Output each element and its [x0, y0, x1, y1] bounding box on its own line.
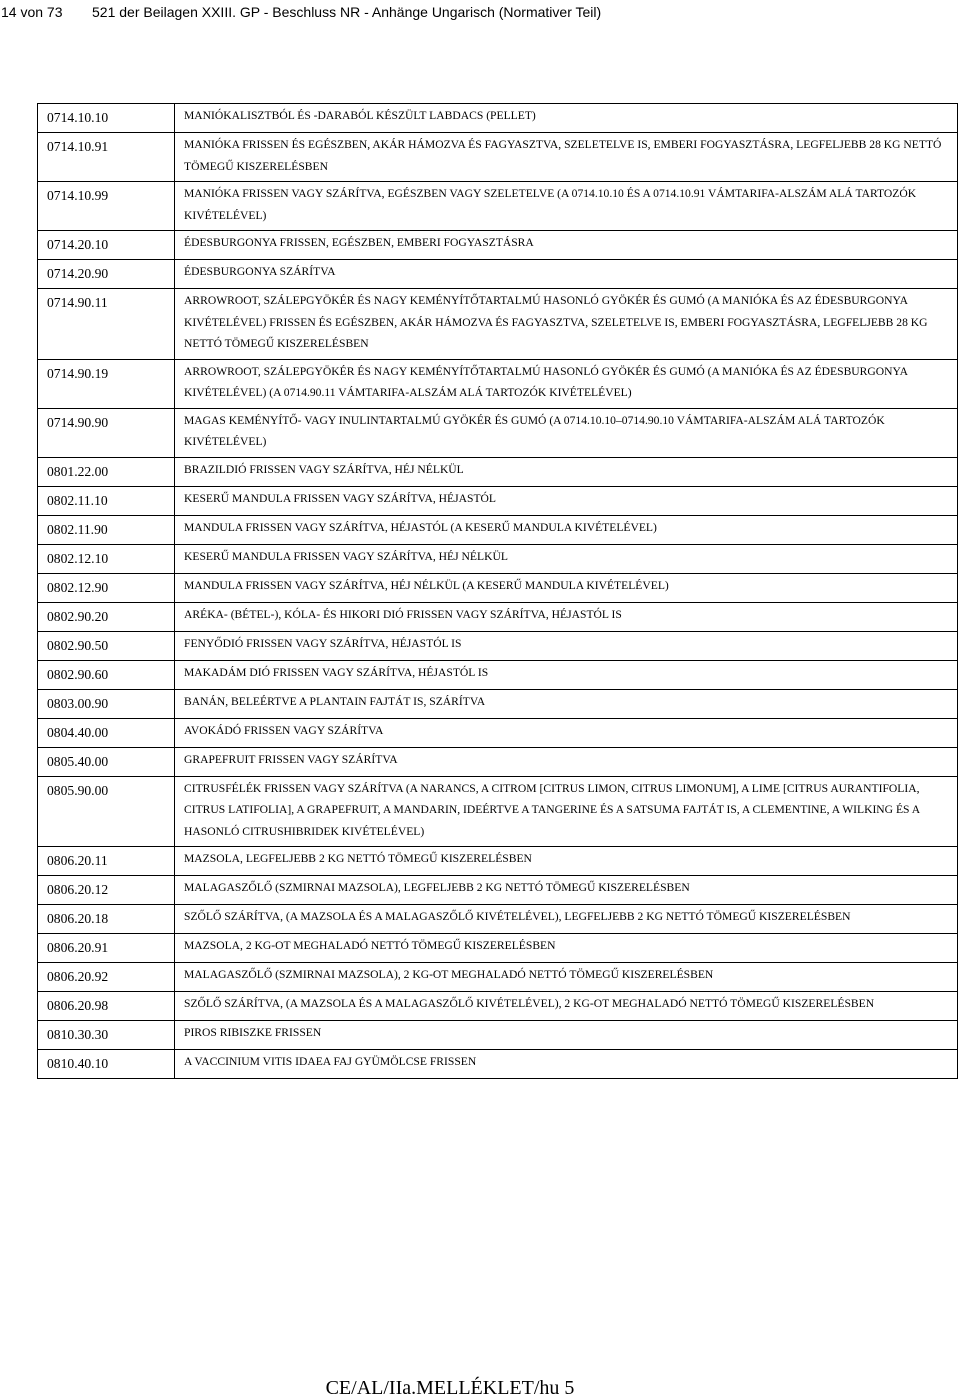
- table-row: [38, 544, 958, 573]
- tariff-code: 0803.00.90: [38, 689, 175, 718]
- page-header: [0, 0, 960, 24]
- tariff-description: SZŐLŐ SZÁRÍTVA, (A MAZSOLA ÉS A MALAGASZŐLŐ KIVÉTELÉVEL), 2 KG-OT MEGHALADÓ NETTÓ TÖMEGŰ KISZERELÉSBEN: [175, 992, 958, 1021]
- tariff-description: SZŐLŐ SZÁRÍTVA, (A MAZSOLA ÉS A MALAGASZŐLŐ KIVÉTELÉVEL), LEGFELJEBB 2 KG NETTÓ TÖMEGŰ KISZERELÉSBEN: [175, 905, 958, 934]
- tariff-description: MAKADÁM DIÓ FRISSEN VAGY SZÁRÍTVA, HÉJASTÓL IS: [175, 660, 958, 689]
- table-row: [38, 631, 958, 660]
- tariff-description: ARROWROOT, SZÁLEPGYÖKÉR ÉS NAGY KEMÉNYÍTŐTARTALMÚ HASONLÓ GYÖKÉR ÉS GUMÓ (A MANIÓKA ÉS AZ ÉDESBURGONYA KIVÉTELÉVEL) (A 0714.90.11 VÁMTARIFA-ALSZÁM ALÁ TARTOZÓK KIVÉTELÉVEL): [175, 359, 958, 408]
- tariff-code: 0810.30.30: [38, 1021, 175, 1050]
- tariff-description: BANÁN, BELEÉRTVE A PLANTAIN FAJTÁT IS, SZÁRÍTVA: [175, 689, 958, 718]
- tariff-code: 0806.20.18: [38, 905, 175, 934]
- tariff-description: ARROWROOT, SZÁLEPGYÖKÉR ÉS NAGY KEMÉNYÍTŐTARTALMÚ HASONLÓ GYÖKÉR ÉS GUMÓ (A MANIÓKA ÉS AZ ÉDESBURGONYA KIVÉTELÉVEL) FRISSEN ÉS EGÉSZBEN, AKÁR HÁMOZVA ÉS FAGYASZTVA, SZELETELVE IS, EMBERI FOGYASZTÁSRA, LEGFELJEBB 28 KG NETTÓ TÖMEGŰ KISZERELÉSBEN: [175, 289, 958, 360]
- tariff-code: 0802.11.90: [38, 515, 175, 544]
- tariff-code: 0806.20.91: [38, 934, 175, 963]
- tariff-table: [37, 103, 958, 1079]
- table-row: [38, 602, 958, 631]
- tariff-code: 0802.11.10: [38, 486, 175, 515]
- tariff-code: 0810.40.10: [38, 1050, 175, 1079]
- tariff-code: 0806.20.11: [38, 847, 175, 876]
- document-title: 521 der Beilagen XXIII. GP - Beschluss NR - Anhänge Ungarisch (Normativer Teil): [92, 4, 602, 20]
- tariff-code: 0802.90.20: [38, 602, 175, 631]
- tariff-code: 0802.90.50: [38, 631, 175, 660]
- table-row: [38, 408, 958, 457]
- table-row: [38, 573, 958, 602]
- table-row: [38, 847, 958, 876]
- tariff-code: 0714.10.10: [38, 104, 175, 133]
- tariff-code: 0806.20.92: [38, 963, 175, 992]
- tariff-description: MAGAS KEMÉNYÍTŐ- VAGY INULINTARTALMÚ GYÖKÉR ÉS GUMÓ (A 0714.10.10–0714.90.10 VÁMTARIFA-ALSZÁM ALÁ TARTOZÓK KIVÉTELÉVEL): [175, 408, 958, 457]
- tariff-description: BRAZILDIÓ FRISSEN VAGY SZÁRÍTVA, HÉJ NÉLKÜL: [175, 457, 958, 486]
- tariff-code: 0806.20.98: [38, 992, 175, 1021]
- table-row: [38, 718, 958, 747]
- table-row: [38, 182, 958, 231]
- tariff-description: MANIÓKA FRISSEN ÉS EGÉSZBEN, AKÁR HÁMOZVA ÉS FAGYASZTVA, SZELETELVE IS, EMBERI FOGYASZTÁSRA, LEGFELJEBB 28 KG NETTÓ TÖMEGŰ KISZERELÉSBEN: [175, 133, 958, 182]
- table-row: [38, 104, 958, 133]
- tariff-description: CITRUSFÉLÉK FRISSEN VAGY SZÁRÍTVA (A NARANCS, A CITROM [CITRUS LIMON, CITRUS LIMONUM], A LIME [CITRUS AURANTIFOLIA, CITRUS LATIFOLIA], A GRAPEFRUIT, A MANDARIN, IDEÉRTVE A TANGERINE ÉS A SATSUMA FAJTÁT IS, A CLEMENTINE, A WILKING ÉS A HASONLÓ CITRUSHIBRIDEK KIVÉTELÉVEL): [175, 776, 958, 847]
- table-row: [38, 776, 958, 847]
- table-row: [38, 486, 958, 515]
- table-row: [38, 133, 958, 182]
- table-row: [38, 876, 958, 905]
- table-row: [38, 1050, 958, 1079]
- tariff-description: AVOKÁDÓ FRISSEN VAGY SZÁRÍTVA: [175, 718, 958, 747]
- table-row: [38, 1021, 958, 1050]
- tariff-description: MANIÓKALISZTBÓL ÉS -DARABÓL KÉSZÜLT LABDACS (PELLET): [175, 104, 958, 133]
- tariff-description: KESERŰ MANDULA FRISSEN VAGY SZÁRÍTVA, HÉJ NÉLKÜL: [175, 544, 958, 573]
- table-row: [38, 457, 958, 486]
- table-row: [38, 231, 958, 260]
- tariff-description: MANDULA FRISSEN VAGY SZÁRÍTVA, HÉJASTÓL (A KESERŰ MANDULA KIVÉTELÉVEL): [175, 515, 958, 544]
- tariff-description: MAZSOLA, LEGFELJEBB 2 KG NETTÓ TÖMEGŰ KISZERELÉSBEN: [175, 847, 958, 876]
- table-row: [38, 289, 958, 360]
- tariff-description: MAZSOLA, 2 KG-OT MEGHALADÓ NETTÓ TÖMEGŰ KISZERELÉSBEN: [175, 934, 958, 963]
- tariff-description: ÉDESBURGONYA SZÁRÍTVA: [175, 260, 958, 289]
- table-row: [38, 359, 958, 408]
- tariff-code: 0806.20.12: [38, 876, 175, 905]
- table-row: [38, 660, 958, 689]
- table-row: [38, 934, 958, 963]
- tariff-description: MANDULA FRISSEN VAGY SZÁRÍTVA, HÉJ NÉLKÜL (A KESERŰ MANDULA KIVÉTELÉVEL): [175, 573, 958, 602]
- tariff-description: MALAGASZŐLŐ (SZMIRNAI MAZSOLA), 2 KG-OT MEGHALADÓ NETTÓ TÖMEGŰ KISZERELÉSBEN: [175, 963, 958, 992]
- tariff-code: 0714.20.10: [38, 231, 175, 260]
- page-footer: [0, 1376, 960, 1400]
- tariff-code: 0802.12.90: [38, 573, 175, 602]
- tariff-code: 0714.10.99: [38, 182, 175, 231]
- tariff-description: MANIÓKA FRISSEN VAGY SZÁRÍTVA, EGÉSZBEN VAGY SZELETELVE (A 0714.10.10 ÉS A 0714.10.91 VÁMTARIFA-ALSZÁM ALÁ TARTOZÓK KIVÉTELÉVEL): [175, 182, 958, 231]
- tariff-code: 0801.22.00: [38, 457, 175, 486]
- tariff-description: PIROS RIBISZKE FRISSEN: [175, 1021, 958, 1050]
- document-reference: CE/AL/IIa.MELLÉKLET/hu 5: [325, 1377, 575, 1399]
- tariff-code: 0804.40.00: [38, 718, 175, 747]
- table-row: [38, 905, 958, 934]
- tariff-description: ÉDESBURGONYA FRISSEN, EGÉSZBEN, EMBERI FOGYASZTÁSRA: [175, 231, 958, 260]
- table-row: [38, 260, 958, 289]
- table-row: [38, 515, 958, 544]
- tariff-code: 0714.20.90: [38, 260, 175, 289]
- tariff-code: 0714.10.91: [38, 133, 175, 182]
- table-row: [38, 689, 958, 718]
- tariff-code: 0805.90.00: [38, 776, 175, 847]
- tariff-description: KESERŰ MANDULA FRISSEN VAGY SZÁRÍTVA, HÉJASTÓL: [175, 486, 958, 515]
- tariff-code: 0714.90.90: [38, 408, 175, 457]
- table-row: [38, 747, 958, 776]
- tariff-code: 0802.12.10: [38, 544, 175, 573]
- table-row: [38, 992, 958, 1021]
- tariff-code: 0714.90.11: [38, 289, 175, 360]
- tariff-table-body: [38, 104, 958, 1079]
- tariff-code: 0714.90.19: [38, 359, 175, 408]
- tariff-code: 0805.40.00: [38, 747, 175, 776]
- page-number: 14 von 73: [1, 4, 63, 20]
- tariff-description: A VACCINIUM VITIS IDAEA FAJ GYÜMÖLCSE FRISSEN: [175, 1050, 958, 1079]
- table-row: [38, 963, 958, 992]
- tariff-description: ARÉKA- (BÉTEL-), KÓLA- ÉS HIKORI DIÓ FRISSEN VAGY SZÁRÍTVA, HÉJASTÓL IS: [175, 602, 958, 631]
- tariff-code: 0802.90.60: [38, 660, 175, 689]
- tariff-description: FENYŐDIÓ FRISSEN VAGY SZÁRÍTVA, HÉJASTÓL IS: [175, 631, 958, 660]
- tariff-description: MALAGASZŐLŐ (SZMIRNAI MAZSOLA), LEGFELJEBB 2 KG NETTÓ TÖMEGŰ KISZERELÉSBEN: [175, 876, 958, 905]
- tariff-description: GRAPEFRUIT FRISSEN VAGY SZÁRÍTVA: [175, 747, 958, 776]
